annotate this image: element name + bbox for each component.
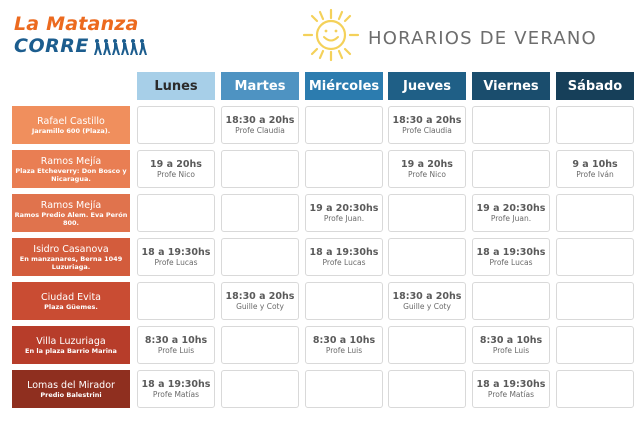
- instructor-name: Guille y Coty: [236, 302, 284, 311]
- schedule-cell: [472, 282, 550, 320]
- location-address: En manzanares, Berna 1049 Luzuriaga.: [19, 254, 123, 271]
- location-name: Lomas del Mirador: [27, 379, 115, 391]
- schedule-cell: [472, 150, 550, 188]
- schedule-cell: [556, 282, 634, 320]
- class-time: 9 a 10hs: [572, 159, 618, 170]
- instructor-name: Profe Claudia: [235, 126, 285, 135]
- logo-title: La Matanza: [14, 13, 139, 35]
- page-title: HORARIOS DE VERANO: [368, 28, 597, 49]
- schedule-cell: [388, 326, 466, 364]
- location-address: Predio Balestrini: [40, 390, 102, 399]
- schedule-cell: [221, 370, 299, 408]
- class-time: 19 a 20:30hs: [309, 203, 379, 214]
- day-header-1: Lunes: [137, 72, 215, 100]
- schedule-cell: [472, 106, 550, 144]
- schedule-cell: [556, 150, 634, 188]
- schedule-cell: [137, 370, 215, 408]
- instructor-name: Profe Luis: [325, 346, 363, 355]
- class-time: 18 a 19:30hs: [141, 379, 211, 390]
- location-address: En la plaza Barrio Marina: [25, 346, 117, 355]
- location-address: Jaramillo 600 (Plaza).: [31, 126, 111, 135]
- schedule-cell: [137, 238, 215, 276]
- schedule-cell: [305, 282, 383, 320]
- schedule-cell: [221, 326, 299, 364]
- la-matanza-corre-logo: [14, 14, 154, 62]
- schedule-cell: [388, 194, 466, 232]
- schedule-cell: [137, 150, 215, 188]
- schedule-cell: [556, 106, 634, 144]
- schedule-cell: [472, 370, 550, 408]
- location-label: [12, 106, 130, 144]
- location-name: Isidro Casanova: [33, 243, 109, 255]
- instructor-name: Profe Lucas: [154, 258, 198, 267]
- schedule-cell: [305, 106, 383, 144]
- location-label: [12, 150, 130, 188]
- class-time: 8:30 a 10hs: [479, 335, 543, 346]
- class-time: 18:30 a 20hs: [392, 291, 462, 302]
- schedule-cell: [388, 370, 466, 408]
- schedule-cell: [221, 106, 299, 144]
- instructor-name: Profe Luis: [157, 346, 195, 355]
- schedule-cell: [556, 326, 634, 364]
- schedule-cell: [221, 150, 299, 188]
- schedule-cell: [305, 370, 383, 408]
- class-time: 8:30 a 10hs: [144, 335, 208, 346]
- schedule-cell: [305, 194, 383, 232]
- class-time: 18 a 19:30hs: [141, 247, 211, 258]
- schedule-cell: [472, 326, 550, 364]
- instructor-name: Guille y Coty: [403, 302, 451, 311]
- class-time: 18 a 19:30hs: [476, 379, 546, 390]
- schedule-cell: [137, 326, 215, 364]
- schedule-cell: [305, 238, 383, 276]
- class-time: 8:30 a 10hs: [312, 335, 376, 346]
- class-time: 18 a 19:30hs: [476, 247, 546, 258]
- schedule-cell: [137, 106, 215, 144]
- location-label: [12, 326, 130, 364]
- schedule-cell: [388, 238, 466, 276]
- schedule-cell: [221, 282, 299, 320]
- instructor-name: Profe Matías: [487, 390, 535, 399]
- instructor-name: Profe Claudia: [402, 126, 452, 135]
- location-name: Ramos Mejía: [40, 199, 102, 211]
- logo-subtitle: CORRE: [14, 35, 89, 57]
- schedule-cell: [472, 194, 550, 232]
- class-time: 18:30 a 20hs: [225, 115, 295, 126]
- location-name: Rafael Castillo: [37, 115, 105, 127]
- day-header-3: Miércoles: [305, 72, 383, 100]
- day-header-4: Jueves: [388, 72, 466, 100]
- sun-icon: [300, 8, 362, 62]
- schedule-cell: [305, 326, 383, 364]
- location-label: [12, 194, 130, 232]
- class-time: 19 a 20hs: [401, 159, 453, 170]
- schedule-cell: [388, 150, 466, 188]
- instructor-name: Profe Iván: [576, 170, 614, 179]
- schedule-cell: [221, 194, 299, 232]
- day-header-2: Martes: [221, 72, 299, 100]
- instructor-name: Profe Lucas: [322, 258, 366, 267]
- location-address: Ramos Predio Alem. Eva Perón 800.: [14, 210, 128, 227]
- instructor-name: Profe Luis: [492, 346, 530, 355]
- location-label: [12, 238, 130, 276]
- schedule-cell: [556, 238, 634, 276]
- location-address: Plaza Etcheverry: Don Bosco y Nicaragua.: [15, 166, 127, 183]
- day-header-5: Viernes: [472, 72, 550, 100]
- schedule-cell: [137, 194, 215, 232]
- instructor-name: Profe Lucas: [489, 258, 533, 267]
- class-time: 18 a 19:30hs: [309, 247, 379, 258]
- location-label: [12, 282, 130, 320]
- instructor-name: Profe Nico: [408, 170, 446, 179]
- instructor-name: Profe Juan.: [490, 214, 532, 223]
- instructor-name: Profe Juan.: [323, 214, 365, 223]
- class-time: 19 a 20hs: [150, 159, 202, 170]
- instructor-name: Profe Matías: [152, 390, 200, 399]
- runners-icon: [93, 38, 149, 56]
- class-time: 18:30 a 20hs: [225, 291, 295, 302]
- schedule-cell: [221, 238, 299, 276]
- location-address: Plaza Güemes.: [44, 302, 98, 311]
- location-label: [12, 370, 130, 408]
- class-time: 18:30 a 20hs: [392, 115, 462, 126]
- schedule-cell: [556, 194, 634, 232]
- schedule-cell: [556, 370, 634, 408]
- schedule-cell: [305, 150, 383, 188]
- schedule-cell: [388, 106, 466, 144]
- schedule-cell: [137, 282, 215, 320]
- location-name: Ramos Mejía: [40, 155, 102, 167]
- instructor-name: Profe Nico: [157, 170, 195, 179]
- location-name: Villa Luzuriaga: [36, 335, 106, 347]
- location-name: Ciudad Evita: [40, 291, 101, 303]
- schedule-cell: [472, 238, 550, 276]
- schedule-cell: [388, 282, 466, 320]
- day-header-6: Sábado: [556, 72, 634, 100]
- class-time: 19 a 20:30hs: [476, 203, 546, 214]
